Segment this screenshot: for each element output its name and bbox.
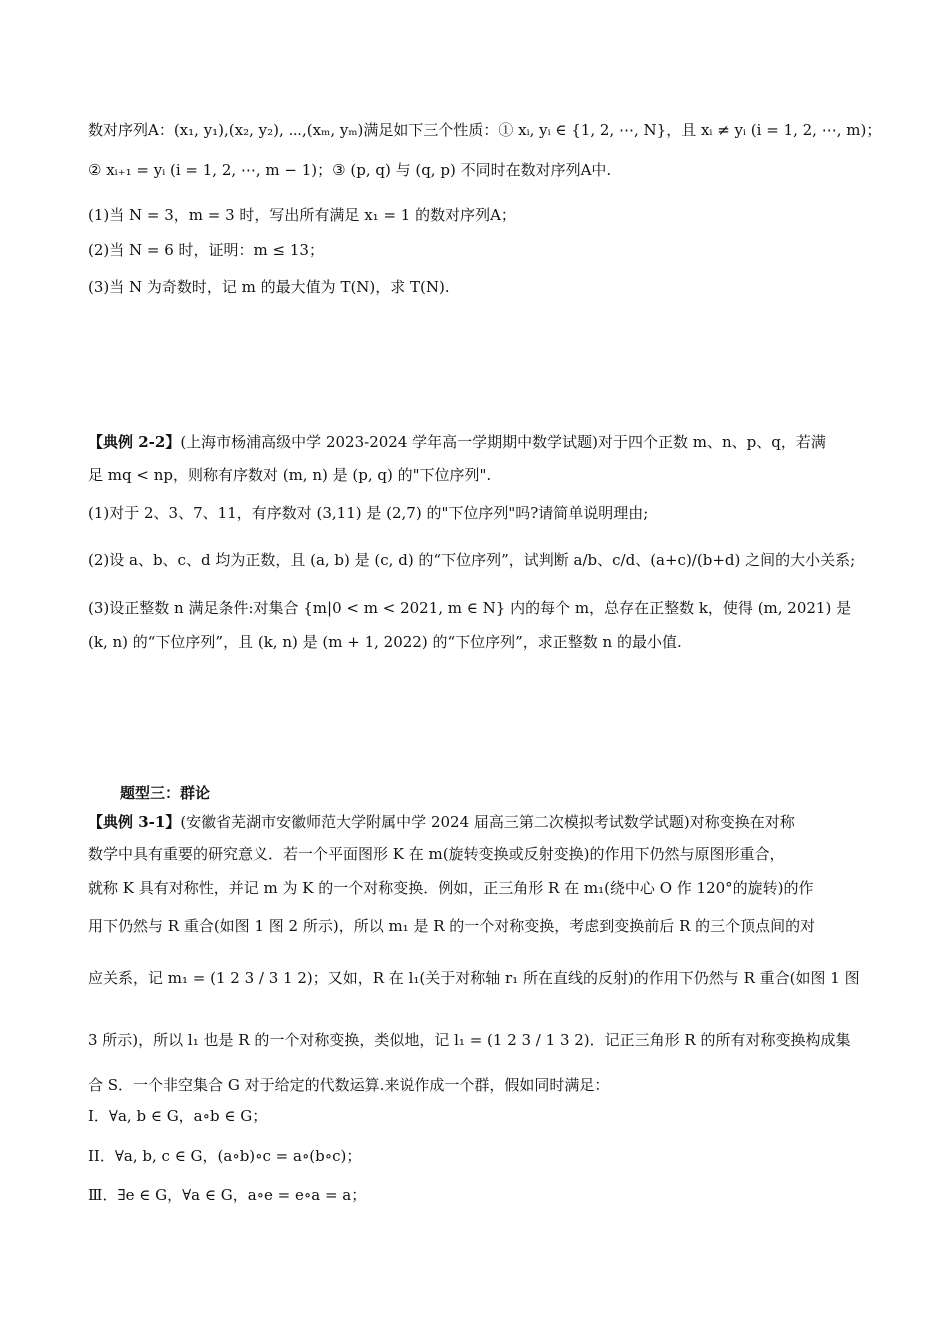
problem-1-part-1: (1)当 N = 3，m = 3 时，写出所有满足 x₁ = 1 的数对序列A；: [88, 206, 516, 224]
group-axiom-3: Ⅲ．∃e ∈ G，∀a ∈ G，a∘e = e∘a = a；: [88, 1186, 367, 1204]
example-3-1-line-6: 3 所示)，所以 l₁ 也是 R 的一个对称变换，类似地，记 l₁ = (1 2 3 / 1 3 2)．记正三角形 R 的所有对称变换构成集: [88, 1031, 851, 1049]
example-2-2-line-2: 足 mq < np，则称有序数对 (m, n) 是 (p, q) 的"下位序列".: [88, 466, 492, 484]
example-2-2-part-2: (2)设 a、b、c、d 均为正数，且 (a, b) 是 (c, d) 的“下位序列”，试判断 a/b、c/d、(a+c)/(b+d) 之间的大小关系;: [88, 551, 856, 569]
example-3-1-tag: 【典例 3-1】: [88, 813, 181, 831]
example-3-1-line-2: 数学中具有重要的研究意义．若一个平面图形 K 在 m(旋转变换或反射变换)的作用下仍然与原图形重合，: [88, 845, 785, 863]
group-axiom-1: I．∀a, b ∈ G，a∘b ∈ G；: [88, 1107, 268, 1125]
example-3-1-line-1: [88, 810, 868, 834]
problem-1-line-2: ② xᵢ₊₁ = yᵢ (i = 1, 2, ⋯, m − 1)；③ (p, q) 与 (q, p) 不同时在数对序列A中.: [88, 161, 612, 179]
example-2-2-part-3-line-1: (3)设正整数 n 满足条件:对集合 {m|0 < m < 2021, m ∈ N} 内的每个 m，总存在正整数 k，使得 (m, 2021) 是: [88, 599, 852, 617]
example-2-2-intro: (上海市杨浦高级中学 2023-2024 学年高一学期期中数学试题)对于四个正数 m、n、p、q，若满: [180, 433, 826, 451]
problem-1-part-3: (3)当 N 为奇数时，记 m 的最大值为 T(N)，求 T(N).: [88, 278, 450, 296]
example-3-1-line-3: 就称 K 具有对称性，并记 m 为 K 的一个对称变换．例如，正三角形 R 在 m₁(绕中心 O 作 120°的旋转)的作: [88, 879, 814, 897]
example-3-1-intro: (安徽省芜湖市安徽师范大学附属中学 2024 届高三第二次模拟考试数学试题)对称变换在对称: [180, 813, 795, 831]
example-3-1-line-7: 合 S．一个非空集合 G 对于给定的代数运算.来说作成一个群，假如同时满足：: [88, 1076, 610, 1094]
example-2-2-line-1: [88, 430, 868, 454]
section-heading: 题型三：群论: [120, 784, 211, 802]
example-2-2-part-1: (1)对于 2、3、7、11，有序数对 (3,11) 是 (2,7) 的"下位序列"吗?请简单说明理由;: [88, 504, 649, 522]
example-2-2-part-3-line-2: (k, n) 的“下位序列”，且 (k, n) 是 (m + 1, 2022) 的“下位序列”，求正整数 n 的最小值.: [88, 633, 682, 651]
example-3-1-line-4: 用下仍然与 R 重合(如图 1 图 2 所示)，所以 m₁ 是 R 的一个对称变换，考虑到变换前后 R 的三个顶点间的对: [88, 917, 816, 935]
problem-1-line-1: 数对序列A：(x₁, y₁),(x₂, y₂), ⋯,(xₘ, yₘ)满足如下三个性质：① xᵢ, yᵢ ∈ {1, 2, ⋯, N}，且 xᵢ ≠ yᵢ (i = 1, 2, ⋯, m)；: [88, 121, 882, 139]
group-axiom-2: II．∀a, b, c ∈ G，(a∘b)∘c = a∘(b∘c)；: [88, 1147, 362, 1165]
problem-1-part-2: (2)当 N = 6 时，证明：m ≤ 13；: [88, 241, 324, 259]
example-3-1-line-5: 应关系，记 m₁ = (1 2 3 / 3 1 2)；又如，R 在 l₁(关于对称轴 r₁ 所在直线的反射)的作用下仍然与 R 重合(如图 1 图: [88, 969, 860, 987]
example-2-2-tag: 【典例 2-2】: [88, 433, 181, 451]
